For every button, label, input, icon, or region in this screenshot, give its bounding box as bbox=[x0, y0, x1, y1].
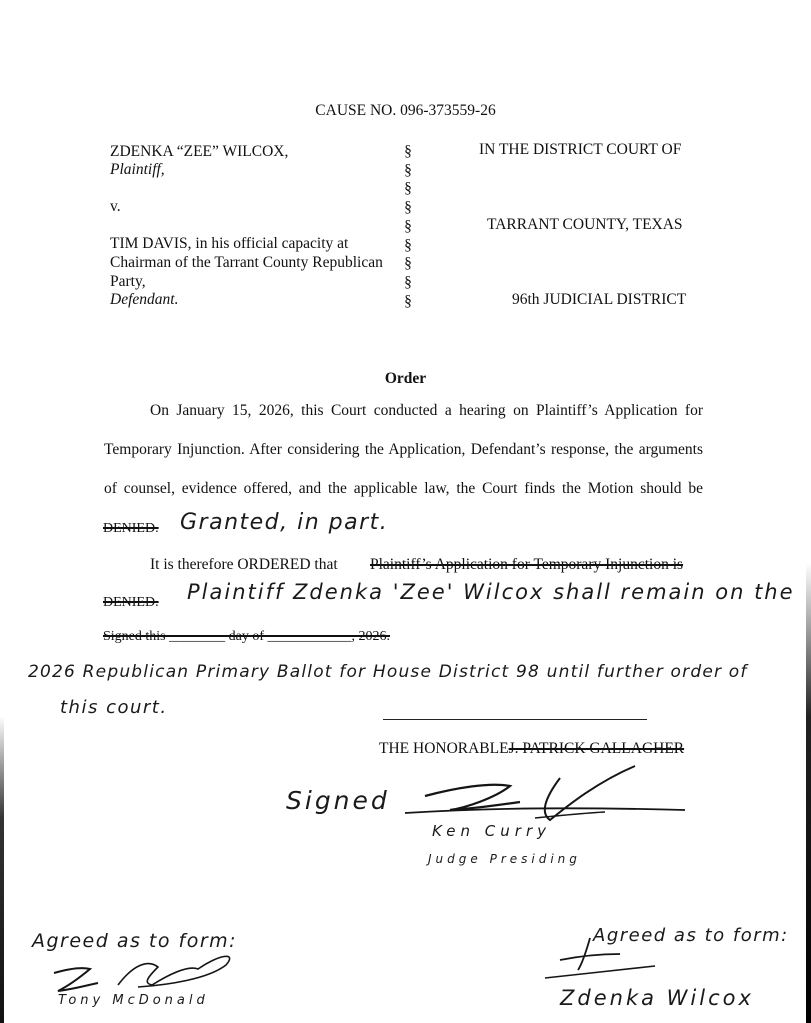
judge-name-handwritten: Ken Curry bbox=[432, 822, 551, 840]
plaintiff-name: ZDENKA “ZEE” WILCOX, bbox=[110, 143, 289, 160]
judge-title-line bbox=[379, 740, 684, 758]
section-symbol-column bbox=[402, 143, 414, 311]
court-line-3: 96th JUDICIAL DISTRICT bbox=[512, 291, 687, 308]
judge-title-prefix: THE HONORABLE bbox=[379, 740, 509, 757]
section-symbol: § bbox=[404, 143, 412, 160]
court-line-2: TARRANT COUNTY, TEXAS bbox=[487, 216, 683, 233]
cause-number: CAUSE NO. 096-373559-26 bbox=[315, 102, 496, 119]
order-para-2-struck: Plaintiff’s Application for Temporary Injunction is bbox=[370, 556, 684, 573]
scan-edge-right bbox=[806, 0, 811, 1023]
defendant-line-2: Chairman of the Tarrant County Republican bbox=[110, 254, 383, 271]
order-para-1-line-2: Temporary Injunction. After considering the Application, Defendant’s response, the arguments bbox=[104, 441, 703, 458]
order-para-1-line-3: of counsel, evidence offered, and the applicable law, the Court finds the Motion should be bbox=[104, 480, 703, 497]
right-agreed-label: Agreed as to form: bbox=[593, 925, 789, 946]
granted-in-part-handwritten: Granted, in part. bbox=[180, 510, 389, 535]
right-signature bbox=[540, 930, 660, 990]
section-symbol: § bbox=[404, 273, 412, 291]
section-symbol: § bbox=[404, 255, 412, 273]
handwritten-line-1: Plaintiff Zdenka 'Zee' Wilcox shall remain on the bbox=[187, 580, 795, 604]
order-title: Order bbox=[384, 370, 427, 387]
judge-title-handwritten: Judge Presiding bbox=[428, 852, 581, 866]
signed-line-struck: Signed this ________ day of ____________, 2026. bbox=[103, 629, 390, 644]
scan-edge-left bbox=[0, 0, 4, 1023]
handwritten-line-3: this court. bbox=[60, 697, 168, 718]
section-symbol: § bbox=[404, 236, 412, 254]
order-para-1-line-1: On January 15, 2026, this Court conducted a hearing on Plaintiff’s Application for bbox=[150, 402, 703, 419]
signed-word-handwritten: Signed bbox=[286, 786, 390, 815]
denied-struck-2: DENIED. bbox=[103, 595, 159, 610]
signature-line bbox=[383, 719, 647, 720]
left-agreed-label: Agreed as to form: bbox=[32, 930, 238, 952]
defendant-line-3: Party, bbox=[110, 273, 146, 290]
section-symbol: § bbox=[404, 199, 412, 217]
section-symbol: § bbox=[404, 292, 412, 310]
versus: v. bbox=[110, 198, 121, 215]
handwritten-line-2: 2026 Republican Primary Ballot for House District 98 until further order of bbox=[28, 662, 748, 682]
right-name-handwritten: Zdenka Wilcox bbox=[560, 986, 754, 1010]
section-symbol: § bbox=[404, 161, 412, 179]
defendant-line-1: TIM DAVIS, in his official capacity at bbox=[110, 235, 349, 252]
denied-struck: DENIED. bbox=[103, 521, 159, 536]
section-symbol: § bbox=[404, 180, 412, 198]
judge-name-struck: J. PATRICK GALLAGHER bbox=[508, 740, 685, 757]
court-line-1: IN THE DISTRICT COURT OF bbox=[479, 141, 682, 158]
plaintiff-role: Plaintiff, bbox=[110, 161, 165, 178]
defendant-role: Defendant. bbox=[110, 291, 179, 308]
left-name-handwritten: Tony McDonald bbox=[58, 993, 209, 1008]
section-symbol: § bbox=[404, 217, 412, 235]
order-para-2-prefix: It is therefore ORDERED that bbox=[150, 556, 338, 573]
